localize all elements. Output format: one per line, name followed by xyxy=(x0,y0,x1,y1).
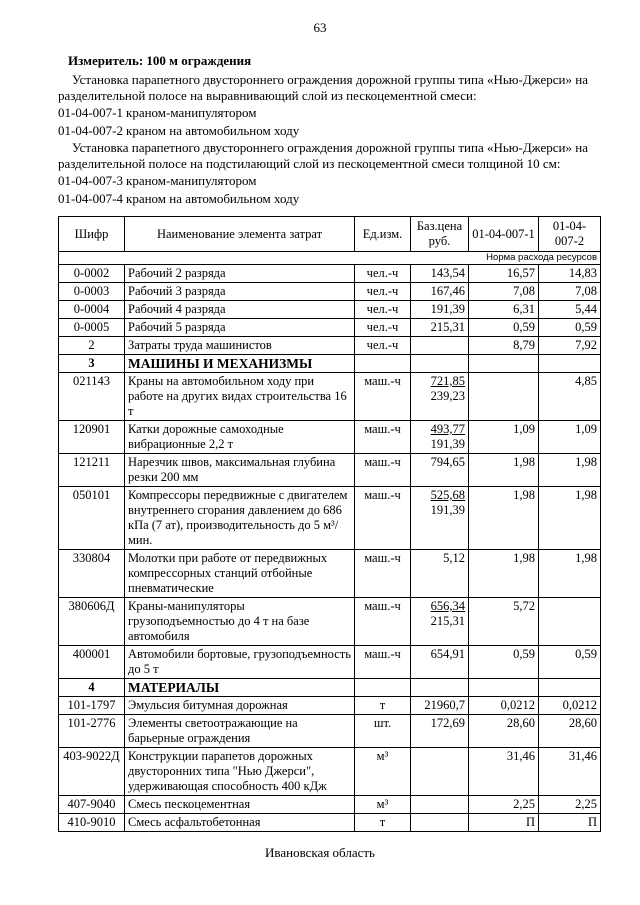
cell-code: 0-0005 xyxy=(59,319,125,337)
cell-norm-1: 0,0212 xyxy=(469,697,539,715)
cell-code: 380606Д xyxy=(59,598,125,646)
table-row xyxy=(59,454,601,487)
cell-name: Краны-манипуляторы грузоподъемностью до 4 т на базе автомобиля xyxy=(125,598,355,646)
cell-norm-2: 1,98 xyxy=(539,454,601,487)
cell-unit: чел.-ч xyxy=(355,319,411,337)
table-row xyxy=(59,487,601,550)
cell-norm-1: 0,59 xyxy=(469,319,539,337)
cell-norm-1: 28,60 xyxy=(469,715,539,748)
price-current: 721,85 xyxy=(430,374,465,388)
cell-norm-2: 31,46 xyxy=(539,748,601,796)
cell-norm-1: П xyxy=(469,814,539,832)
cell-name: Краны на автомобильном ходу при работе на других видах строительства 16 т xyxy=(125,373,355,421)
cell-name: Нарезчик швов, максимальная глубина резки 200 мм xyxy=(125,454,355,487)
header-price: Баз.цена руб. xyxy=(411,217,469,252)
cell-code: 3 xyxy=(59,355,125,373)
cell-code: 0-0003 xyxy=(59,283,125,301)
group-1-description: Установка парапетного двустороннего ограждения дорожной группы типа «Нью-Джерси» на разделительной полосе на выравнивающий слой из пескоцементной смеси: xyxy=(58,72,588,103)
cell-code: 4 xyxy=(59,679,125,697)
cell-name: МАТЕРИАЛЫ xyxy=(125,679,355,697)
meter-heading: Измеритель: 100 м ограждения xyxy=(68,53,252,68)
variant-item: 01-04-007-1 краном-манипулятором xyxy=(58,105,257,120)
cell-price xyxy=(411,337,469,355)
cell-unit: чел.-ч xyxy=(355,283,411,301)
header-name: Наименование элемента затрат xyxy=(125,217,355,252)
cell-name: Компрессоры передвижные с двигателем внутреннего сгорания давлением до 686 кПа (7 ат), производительность до 5 м³/мин. xyxy=(125,487,355,550)
cell-unit: т xyxy=(355,814,411,832)
cell-code: 101-1797 xyxy=(59,697,125,715)
cell-unit: маш.-ч xyxy=(355,421,411,454)
section-row xyxy=(59,355,601,373)
cell-code: 050101 xyxy=(59,487,125,550)
table-row xyxy=(59,421,601,454)
variant-item: 01-04-007-2 краном на автомобильном ходу xyxy=(58,123,300,138)
cell-norm-2: 0,59 xyxy=(539,319,601,337)
cell-norm-1: 6,31 xyxy=(469,301,539,319)
cell-name: Конструкции парапетов дорожных двусторонних типа "Нью Джерси", удерживающая способность 400 кДж xyxy=(125,748,355,796)
cell-code: 410-9010 xyxy=(59,814,125,832)
cell-price xyxy=(411,748,469,796)
cell-norm-2 xyxy=(539,598,601,646)
cell-code: 403-9022Д xyxy=(59,748,125,796)
cell-unit: маш.-ч xyxy=(355,487,411,550)
cell-norm-2: 1,98 xyxy=(539,550,601,598)
cell-norm-2: 2,25 xyxy=(539,796,601,814)
cell-name: Элементы светоотражающие на барьерные ограждения xyxy=(125,715,355,748)
table-row xyxy=(59,646,601,679)
cell-price: 794,65 xyxy=(411,454,469,487)
cell-price xyxy=(411,421,469,454)
cell-price: 215,31 xyxy=(411,319,469,337)
cell-unit: чел.-ч xyxy=(355,337,411,355)
cell-norm-1: 2,25 xyxy=(469,796,539,814)
cell-code: 0-0002 xyxy=(59,265,125,283)
header-unit: Ед.изм. xyxy=(355,217,411,252)
page-number: 63 xyxy=(313,20,327,35)
cell-price xyxy=(411,487,469,550)
table-row xyxy=(59,337,601,355)
cell-norm-1: 1,98 xyxy=(469,550,539,598)
cell-norm-1: 1,09 xyxy=(469,421,539,454)
cell-price: 167,46 xyxy=(411,283,469,301)
cell-code: 021143 xyxy=(59,373,125,421)
cell-price xyxy=(411,373,469,421)
cell-code: 330804 xyxy=(59,550,125,598)
cell-norm-2: 28,60 xyxy=(539,715,601,748)
norm-header: Норма расхода ресурсов xyxy=(59,252,601,265)
table-row xyxy=(59,550,601,598)
table-row xyxy=(59,715,601,748)
table-row xyxy=(59,319,601,337)
group-2-description: Установка парапетного двустороннего ограждения дорожной группы типа «Нью-Джерси» на разделительной полосе на подстилающий слой из пескоцементной смеси толщиной 10 см: xyxy=(58,140,588,171)
cell-norm-1: 0,59 xyxy=(469,646,539,679)
cell-name: МАШИНЫ И МЕХАНИЗМЫ xyxy=(125,355,355,373)
cell-price: 654,91 xyxy=(411,646,469,679)
cell-empty xyxy=(539,679,601,697)
cell-norm-1: 5,72 xyxy=(469,598,539,646)
cell-price xyxy=(411,814,469,832)
header-col1: 01-04-007-1 xyxy=(469,217,539,252)
table-header-row xyxy=(59,217,601,252)
cell-norm-2: П xyxy=(539,814,601,832)
price-wage-part: 215,31 xyxy=(430,614,465,628)
cell-code: 120901 xyxy=(59,421,125,454)
table-row xyxy=(59,283,601,301)
cell-price: 143,54 xyxy=(411,265,469,283)
cell-name: Эмульсия битумная дорожная xyxy=(125,697,355,715)
cell-unit: чел.-ч xyxy=(355,301,411,319)
cell-name: Катки дорожные самоходные вибрационные 2,2 т xyxy=(125,421,355,454)
footer-region: Ивановская область xyxy=(265,845,375,860)
cell-empty xyxy=(411,679,469,697)
price-wage-part: 191,39 xyxy=(430,437,465,451)
cell-norm-2: 1,98 xyxy=(539,487,601,550)
cell-name: Смесь асфальтобетонная xyxy=(125,814,355,832)
cell-name: Рабочий 2 разряда xyxy=(125,265,355,283)
cell-name: Автомобили бортовые, грузоподъемность до 5 т xyxy=(125,646,355,679)
header-code: Шифр xyxy=(59,217,125,252)
price-wage-part: 191,39 xyxy=(430,503,465,517)
price-current: 493,77 xyxy=(430,422,465,436)
cell-price: 5,12 xyxy=(411,550,469,598)
cell-norm-1: 8,79 xyxy=(469,337,539,355)
price-current: 656,34 xyxy=(430,599,465,613)
header-col2: 01-04-007-2 xyxy=(539,217,601,252)
norm-header-row xyxy=(59,252,601,265)
table-row xyxy=(59,598,601,646)
cell-name: Рабочий 5 разряда xyxy=(125,319,355,337)
cell-code: 2 xyxy=(59,337,125,355)
cell-price xyxy=(411,796,469,814)
cell-unit: чел.-ч xyxy=(355,265,411,283)
cell-name: Затраты труда машинистов xyxy=(125,337,355,355)
cell-norm-2: 4,85 xyxy=(539,373,601,421)
cell-empty xyxy=(355,679,411,697)
cell-price xyxy=(411,598,469,646)
variant-item: 01-04-007-4 краном на автомобильном ходу xyxy=(58,191,300,206)
table-row xyxy=(59,748,601,796)
cell-unit: маш.-ч xyxy=(355,373,411,421)
cell-norm-1: 1,98 xyxy=(469,487,539,550)
cell-norm-2: 7,08 xyxy=(539,283,601,301)
cell-code: 121211 xyxy=(59,454,125,487)
table-row xyxy=(59,373,601,421)
cell-unit: маш.-ч xyxy=(355,646,411,679)
cell-unit: маш.-ч xyxy=(355,598,411,646)
cell-name: Молотки при работе от передвижных компрессорных станций отбойные пневматические xyxy=(125,550,355,598)
table-row xyxy=(59,814,601,832)
cell-price: 172,69 xyxy=(411,715,469,748)
cell-unit: маш.-ч xyxy=(355,454,411,487)
cell-norm-1: 7,08 xyxy=(469,283,539,301)
cell-norm-1: 16,57 xyxy=(469,265,539,283)
cell-empty xyxy=(411,355,469,373)
cell-norm-2: 14,83 xyxy=(539,265,601,283)
cell-code: 101-2776 xyxy=(59,715,125,748)
cell-empty xyxy=(469,355,539,373)
price-current: 525,68 xyxy=(430,488,465,502)
cell-norm-2: 5,44 xyxy=(539,301,601,319)
price-wage-part: 239,23 xyxy=(430,389,465,403)
cell-name: Смесь пескоцементная xyxy=(125,796,355,814)
cell-norm-1: 1,98 xyxy=(469,454,539,487)
cell-code: 400001 xyxy=(59,646,125,679)
cell-norm-2: 0,59 xyxy=(539,646,601,679)
cell-unit: шт. xyxy=(355,715,411,748)
cell-price: 21960,7 xyxy=(411,697,469,715)
cell-price: 191,39 xyxy=(411,301,469,319)
table-row xyxy=(59,301,601,319)
variant-item: 01-04-007-3 краном-манипулятором xyxy=(58,173,257,188)
cell-name: Рабочий 4 разряда xyxy=(125,301,355,319)
table-row xyxy=(59,265,601,283)
cell-norm-1: 31,46 xyxy=(469,748,539,796)
table-row xyxy=(59,697,601,715)
cell-unit: м³ xyxy=(355,796,411,814)
cell-code: 0-0004 xyxy=(59,301,125,319)
cell-name: Рабочий 3 разряда xyxy=(125,283,355,301)
table-row xyxy=(59,796,601,814)
cell-code: 407-9040 xyxy=(59,796,125,814)
cell-norm-1 xyxy=(469,373,539,421)
cell-unit: м³ xyxy=(355,748,411,796)
cell-unit: маш.-ч xyxy=(355,550,411,598)
cell-empty xyxy=(539,355,601,373)
cell-norm-2: 7,92 xyxy=(539,337,601,355)
resource-table xyxy=(58,216,601,832)
cell-empty xyxy=(469,679,539,697)
section-row xyxy=(59,679,601,697)
cell-empty xyxy=(355,355,411,373)
cell-norm-2: 0,0212 xyxy=(539,697,601,715)
cell-unit: т xyxy=(355,697,411,715)
cell-norm-2: 1,09 xyxy=(539,421,601,454)
